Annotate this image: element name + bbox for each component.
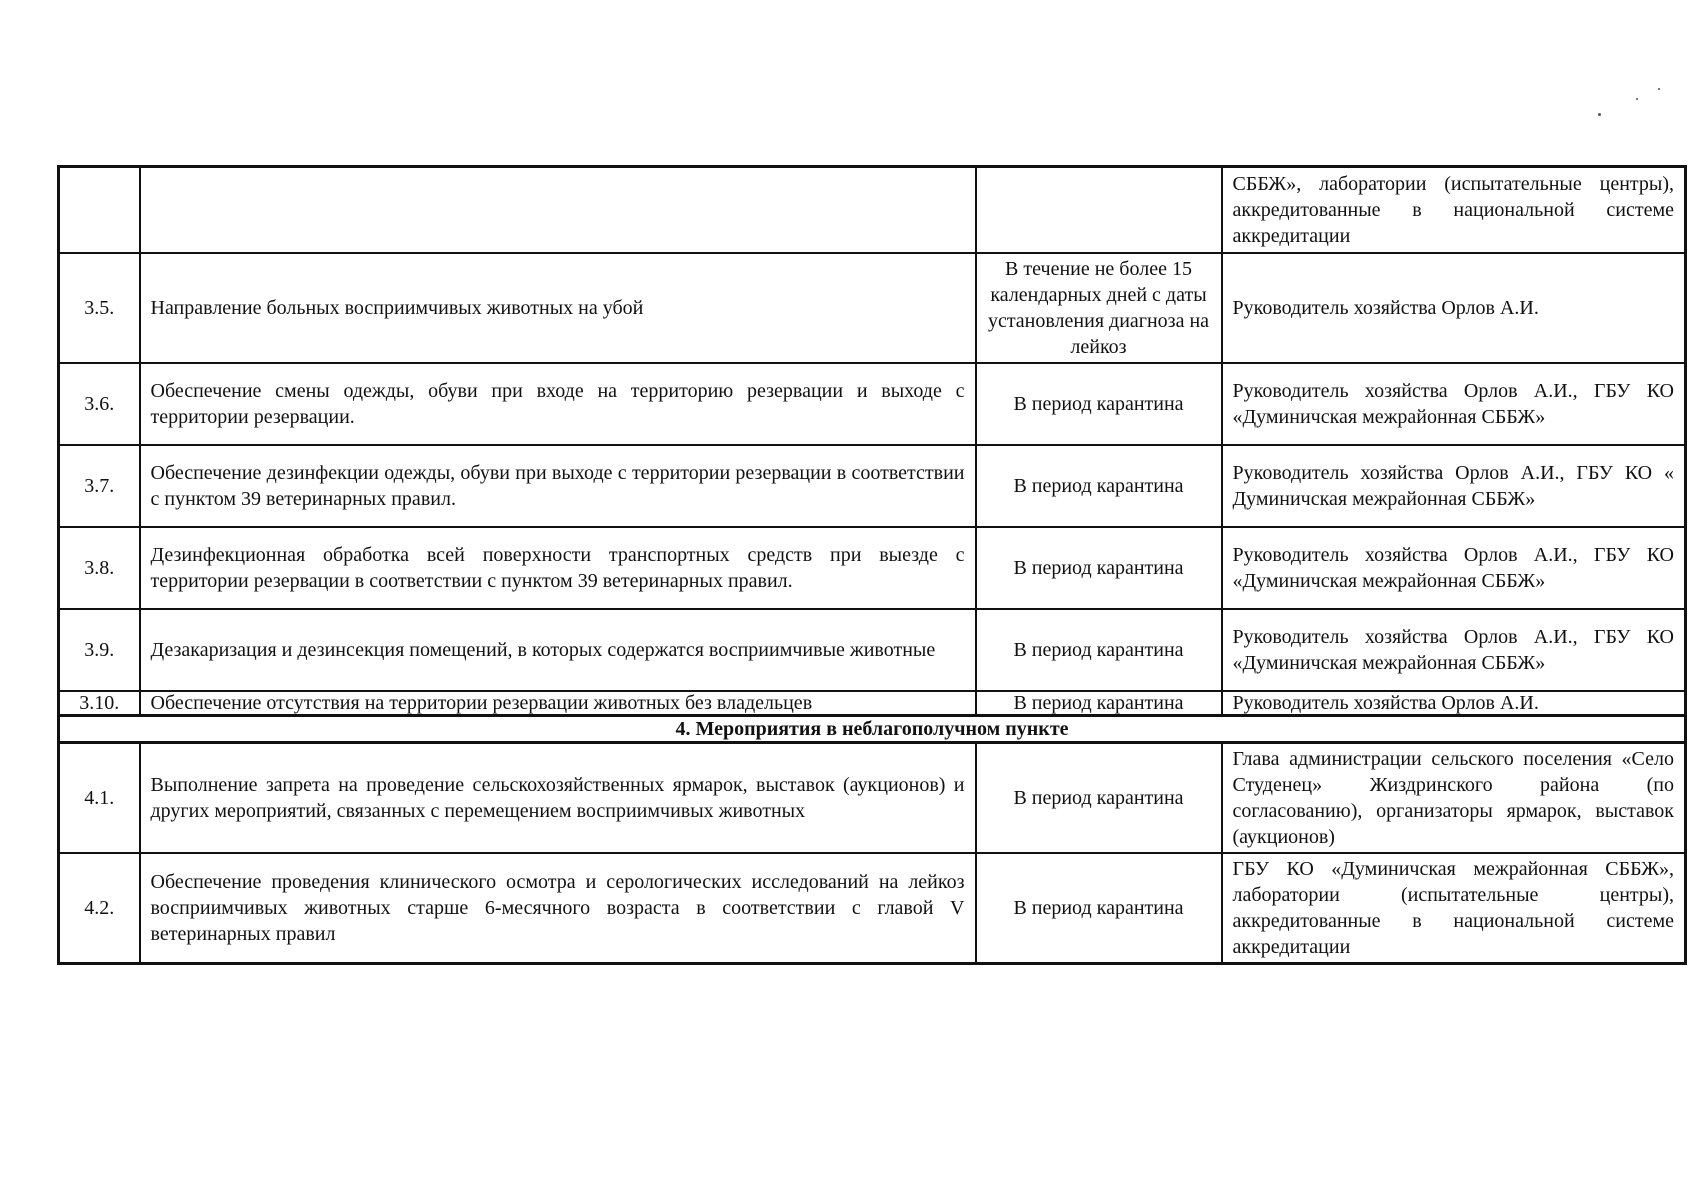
action-cell: Обеспечение дезинфекции одежды, обуви при выходе с территории резервации в соответствии с пунктом 39 ветеринарных правил. <box>140 445 976 527</box>
table-row <box>59 167 1686 254</box>
table-row <box>59 445 1686 527</box>
row-number: 3.6. <box>59 363 140 445</box>
responsible-cell: Глава администрации сельского поселения «Село Студенец» Жиздринского района (по согласованию), организаторы ярмарок, выставок (аукционов) <box>1222 743 1686 854</box>
row-number: 3.9. <box>59 609 140 691</box>
responsible-cell: ГБУ КО «Думиничская межрайонная СББЖ», лаборатории (испытательные центры), аккредитованные в национальной системе аккредитации <box>1222 853 1686 964</box>
row-number <box>59 167 140 254</box>
row-number: 3.7. <box>59 445 140 527</box>
responsible-cell: Руководитель хозяйства Орлов А.И., ГБУ КО « Думиничская межрайонная СББЖ» <box>1222 445 1686 527</box>
term-cell: В период карантина <box>976 363 1222 445</box>
responsible-cell: Руководитель хозяйства Орлов А.И., ГБУ КО «Думиничская межрайонная СББЖ» <box>1222 609 1686 691</box>
term-cell: В период карантина <box>976 527 1222 609</box>
responsible-cell: Руководитель хозяйства Орлов А.И., ГБУ КО «Думиничская межрайонная СББЖ» <box>1222 363 1686 445</box>
action-cell: Выполнение запрета на проведение сельскохозяйственных ярмарок, выставок (аукционов) и других мероприятий, связанных с перемещением восприимчивых животных <box>140 743 976 854</box>
row-number: 3.8. <box>59 527 140 609</box>
table-row <box>59 363 1686 445</box>
responsible-cell: Руководитель хозяйства Орлов А.И. <box>1222 253 1686 363</box>
action-cell: Дезинфекционная обработка всей поверхности транспортных средств при выезде с территории резервации в соответствии с пунктом 39 ветеринарных правил. <box>140 527 976 609</box>
term-cell: В течение не более 15 календарных дней с даты установления диагноза на лейкоз <box>976 253 1222 363</box>
row-number: 3.10. <box>59 691 140 716</box>
measures-table <box>57 165 1687 965</box>
responsible-cell: СББЖ», лаборатории (испытательные центры), аккредитованные в национальной системе аккредитации <box>1222 167 1686 254</box>
scan-speck <box>1598 113 1601 116</box>
action-cell: Направление больных восприимчивых животных на убой <box>140 253 976 363</box>
action-cell <box>140 167 976 254</box>
table-row <box>59 691 1686 716</box>
row-number: 4.2. <box>59 853 140 964</box>
table-row <box>59 743 1686 854</box>
responsible-cell: Руководитель хозяйства Орлов А.И., ГБУ КО «Думиничская межрайонная СББЖ» <box>1222 527 1686 609</box>
table-row <box>59 609 1686 691</box>
term-cell <box>976 167 1222 254</box>
row-number: 3.5. <box>59 253 140 363</box>
term-cell: В период карантина <box>976 743 1222 854</box>
table-row <box>59 527 1686 609</box>
responsible-cell: Руководитель хозяйства Орлов А.И. <box>1222 691 1686 716</box>
action-cell: Обеспечение отсутствия на территории резервации животных без владельцев <box>140 691 976 716</box>
section-header-row <box>59 716 1686 743</box>
term-cell: В период карантина <box>976 691 1222 716</box>
section-title: 4. Мероприятия в неблагополучном пункте <box>59 716 1686 743</box>
scan-speck <box>1636 98 1638 100</box>
action-cell: Обеспечение проведения клинического осмотра и серологических исследований на лейкоз восприимчивых животных старше 6-месячного возраста в соответствии с главой V ветеринарных правил <box>140 853 976 964</box>
term-cell: В период карантина <box>976 853 1222 964</box>
table-row <box>59 853 1686 964</box>
action-cell: Обеспечение смены одежды, обуви при входе на территорию резервации и выходе с территории резервации. <box>140 363 976 445</box>
action-cell: Дезакаризация и дезинсекция помещений, в которых содержатся восприимчивые животные <box>140 609 976 691</box>
row-number: 4.1. <box>59 743 140 854</box>
table-row <box>59 253 1686 363</box>
term-cell: В период карантина <box>976 445 1222 527</box>
term-cell: В период карантина <box>976 609 1222 691</box>
scan-speck <box>1658 88 1660 90</box>
